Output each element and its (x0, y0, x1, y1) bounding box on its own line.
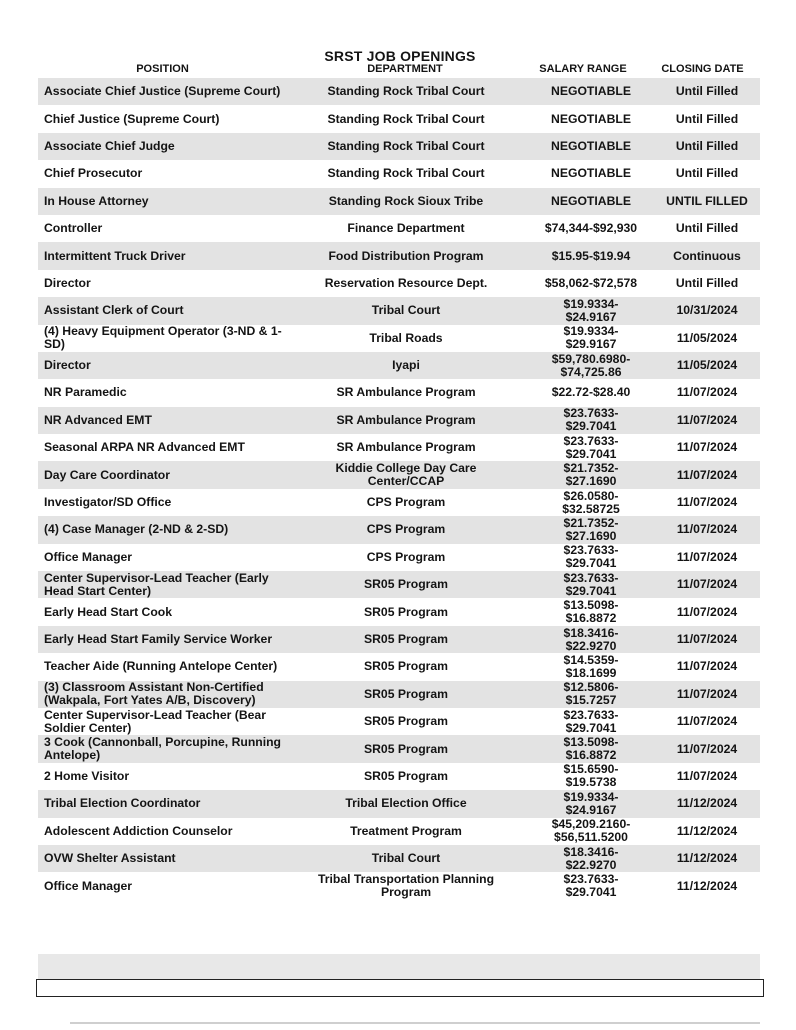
position-cell-text: In House Attorney (44, 193, 149, 208)
table-row (38, 489, 760, 516)
department-cell (300, 516, 512, 543)
position-cell (44, 489, 294, 516)
position-cell-text: Associate Chief Justice (Supreme Court) (44, 84, 281, 99)
closing-date-cell (656, 763, 758, 790)
position-cell-text: Chief Justice (Supreme Court) (44, 111, 220, 126)
department-cell-text: SR05 Program (364, 714, 448, 729)
position-cell (44, 434, 294, 461)
salary-cell-text: $19.9334- $24.9167 (563, 296, 619, 324)
position-cell (44, 845, 294, 872)
closing-date-cell-text: 11/12/2024 (676, 878, 738, 893)
table-row (38, 352, 760, 379)
salary-cell (516, 571, 666, 598)
position-cell (44, 818, 294, 845)
position-cell (44, 352, 294, 379)
position-cell-text: Tribal Election Coordinator (44, 796, 201, 811)
closing-date-cell (656, 407, 758, 434)
salary-cell-text: $19.9334- $29.9167 (563, 324, 619, 352)
table-row (38, 160, 760, 187)
closing-date-cell-text: 11/07/2024 (676, 768, 738, 783)
closing-date-cell-text: 11/07/2024 (676, 385, 738, 400)
salary-cell-text: $13.5098- $16.8872 (563, 598, 619, 626)
department-cell (300, 78, 512, 105)
position-cell (44, 735, 294, 762)
closing-date-cell-text: Until Filled (675, 111, 739, 126)
closing-date-cell (656, 325, 758, 352)
department-cell-text: Iyapi (392, 358, 420, 373)
department-cell (300, 790, 512, 817)
closing-date-cell-text: 11/12/2024 (676, 851, 738, 866)
closing-date-cell (656, 461, 758, 488)
position-cell-text: Director (44, 275, 91, 290)
position-cell-text: OVW Shelter Assistant (44, 851, 176, 866)
department-cell-text: Kiddie College Day Care Center/CCAP (335, 461, 477, 489)
department-cell (300, 242, 512, 269)
department-cell-text: SR05 Program (364, 577, 448, 592)
job-openings-table (38, 78, 760, 900)
closing-date-cell-text: 11/07/2024 (676, 659, 738, 674)
salary-cell-text: $26.0580- $32.58725 (562, 488, 620, 516)
department-cell-text: Standing Rock Tribal Court (327, 166, 485, 181)
closing-date-cell-text: Continuous (673, 248, 741, 263)
department-cell (300, 188, 512, 215)
salary-cell (516, 133, 666, 160)
department-cell-text: SR05 Program (364, 604, 448, 619)
closing-date-cell (656, 489, 758, 516)
position-cell (44, 653, 294, 680)
salary-cell-text: $23.7633- $29.7041 (563, 406, 619, 434)
table-row (38, 434, 760, 461)
table-row (38, 242, 760, 269)
department-cell-text: CPS Program (366, 495, 446, 510)
salary-cell (516, 516, 666, 543)
salary-cell-text: $12.5806- $15.7257 (563, 680, 619, 708)
position-cell (44, 544, 294, 571)
salary-cell-text: $74,344-$92,930 (544, 221, 638, 236)
salary-cell-text: $23.7633- $29.7041 (563, 570, 619, 598)
department-cell (300, 270, 512, 297)
salary-cell (516, 188, 666, 215)
salary-cell-text: $23.7633- $29.7041 (563, 543, 619, 571)
closing-date-cell (656, 215, 758, 242)
closing-date-cell (656, 708, 758, 735)
salary-cell (516, 818, 666, 845)
salary-cell (516, 325, 666, 352)
position-cell (44, 516, 294, 543)
closing-date-cell (656, 188, 758, 215)
salary-cell (516, 544, 666, 571)
closing-date-cell (656, 352, 758, 379)
position-cell-text: NR Advanced EMT (44, 412, 152, 427)
department-cell-text: SR05 Program (364, 768, 448, 783)
closing-date-cell-text: 11/07/2024 (676, 549, 738, 564)
closing-date-cell (656, 78, 758, 105)
department-cell (300, 653, 512, 680)
department-cell (300, 160, 512, 187)
department-cell (300, 708, 512, 735)
department-cell-text: Tribal Court (371, 303, 441, 318)
position-cell-text: Office Manager (44, 878, 133, 893)
department-cell-text: Tribal Court (371, 851, 441, 866)
table-row (38, 407, 760, 434)
position-cell-text: Assistant Clerk of Court (44, 303, 184, 318)
position-cell-text: 3 Cook (Cannonball, Porcupine, Running Antelope) (44, 735, 281, 763)
salary-cell (516, 626, 666, 653)
salary-cell (516, 845, 666, 872)
table-row (38, 818, 760, 845)
salary-cell (516, 434, 666, 461)
salary-cell (516, 379, 666, 406)
department-cell (300, 434, 512, 461)
salary-cell-text: NEGOTIABLE (551, 193, 631, 208)
position-cell-text: Center Supervisor-Lead Teacher (Bear Soldier Center) (44, 707, 266, 735)
position-cell-text: Center Supervisor-Lead Teacher (Early Head Start Center) (44, 570, 269, 598)
table-row (38, 845, 760, 872)
table-row (38, 105, 760, 132)
empty-shaded-row (38, 954, 760, 980)
closing-date-cell (656, 845, 758, 872)
closing-date-cell (656, 516, 758, 543)
salary-cell-text: $19.9334- $24.9167 (563, 789, 619, 817)
position-cell (44, 105, 294, 132)
position-cell (44, 78, 294, 105)
scan-edge-line (70, 1022, 760, 1024)
salary-cell (516, 872, 666, 899)
salary-cell-text: $23.7633- $29.7041 (563, 433, 619, 461)
department-cell-text: Tribal Election Office (345, 796, 467, 811)
department-cell (300, 489, 512, 516)
department-cell (300, 325, 512, 352)
department-cell-text: SR05 Program (364, 741, 448, 756)
department-cell-text: CPS Program (366, 549, 446, 564)
salary-cell (516, 735, 666, 762)
position-cell-text: Associate Chief Judge (44, 138, 175, 153)
department-cell-text: Tribal Transportation Planning Program (317, 872, 495, 900)
department-cell-text: SR05 Program (364, 686, 448, 701)
salary-cell (516, 681, 666, 708)
document-title: SRST JOB OPENINGS (324, 48, 476, 64)
position-cell-text: Chief Prosecutor (44, 166, 143, 181)
salary-cell (516, 598, 666, 625)
salary-cell (516, 105, 666, 132)
department-cell-text: SR Ambulance Program (336, 440, 476, 455)
table-row (38, 133, 760, 160)
table-row (38, 571, 760, 598)
position-cell (44, 325, 294, 352)
department-cell-text: Treatment Program (350, 823, 462, 838)
salary-cell (516, 461, 666, 488)
closing-date-cell (656, 297, 758, 324)
table-row (38, 763, 760, 790)
position-cell (44, 708, 294, 735)
salary-cell (516, 215, 666, 242)
salary-cell-text: $14.5359- $18.1699 (563, 652, 619, 680)
closing-date-cell (656, 818, 758, 845)
position-cell-text: Director (44, 358, 91, 373)
department-cell-text: Tribal Roads (369, 330, 443, 345)
department-cell-text: SR Ambulance Program (336, 385, 476, 400)
table-row (38, 379, 760, 406)
salary-cell (516, 708, 666, 735)
position-cell (44, 188, 294, 215)
salary-cell-text: $13.5098- $16.8872 (563, 735, 619, 763)
department-cell-text: Standing Rock Tribal Court (327, 111, 485, 126)
table-row (38, 188, 760, 215)
closing-date-cell (656, 735, 758, 762)
salary-cell-text: $23.7633- $29.7041 (563, 872, 619, 900)
salary-cell-text: $15.6590- $19.5738 (563, 762, 619, 790)
table-row (38, 681, 760, 708)
department-cell-text: Reservation Resource Dept. (324, 275, 488, 290)
table-row (38, 297, 760, 324)
position-cell (44, 297, 294, 324)
closing-date-cell (656, 379, 758, 406)
closing-date-cell (656, 160, 758, 187)
position-cell-text: Teacher Aide (Running Antelope Center) (44, 659, 278, 674)
closing-date-cell-text: 11/07/2024 (676, 522, 738, 537)
department-cell-text: SR Ambulance Program (336, 412, 476, 427)
department-cell (300, 845, 512, 872)
closing-date-cell-text: 11/07/2024 (676, 632, 738, 646)
table-row (38, 325, 760, 352)
closing-date-cell (656, 626, 758, 653)
position-cell-text: Day Care Coordinator (44, 467, 170, 482)
closing-date-cell (656, 598, 758, 625)
salary-cell-text: $21.7352- $27.1690 (563, 515, 619, 543)
footer-box (36, 979, 764, 997)
closing-date-cell-text: Until Filled (675, 166, 739, 181)
closing-date-cell-text: 11/07/2024 (676, 686, 738, 701)
position-cell (44, 681, 294, 708)
department-cell (300, 735, 512, 762)
closing-date-cell-text: 11/12/2024 (676, 796, 738, 811)
salary-cell-text: NEGOTIABLE (551, 84, 631, 99)
department-cell (300, 379, 512, 406)
closing-date-cell-text: Until Filled (675, 275, 739, 290)
position-cell-text: Early Head Start Family Service Worker (44, 632, 273, 646)
position-cell (44, 598, 294, 625)
table-row (38, 735, 760, 762)
position-cell (44, 133, 294, 160)
position-cell (44, 407, 294, 434)
salary-cell-text: $22.72-$28.40 (551, 385, 631, 400)
closing-date-cell (656, 105, 758, 132)
salary-cell (516, 78, 666, 105)
position-cell (44, 215, 294, 242)
table-row (38, 516, 760, 543)
position-cell-text: (4) Case Manager (2-ND & 2-SD) (44, 522, 229, 537)
department-cell (300, 215, 512, 242)
department-cell (300, 461, 512, 488)
department-cell-text: Finance Department (347, 221, 465, 236)
position-cell-text: 2 Home Visitor (44, 768, 130, 783)
position-cell (44, 763, 294, 790)
header-department: DEPARTMENT (367, 63, 443, 75)
department-cell-text: Standing Rock Tribal Court (327, 138, 485, 153)
header-salary-range: SALARY RANGE (539, 63, 627, 75)
department-cell (300, 297, 512, 324)
salary-cell-text: $59,780.6980- $74,725.86 (551, 351, 631, 379)
closing-date-cell-text: 11/07/2024 (676, 440, 738, 455)
position-cell-text: Controller (44, 221, 103, 236)
position-cell (44, 872, 294, 899)
salary-cell (516, 160, 666, 187)
closing-date-cell-text: Until Filled (675, 138, 739, 153)
closing-date-cell-text: 11/12/2024 (676, 823, 738, 838)
salary-cell (516, 352, 666, 379)
department-cell-text: Standing Rock Sioux Tribe (328, 193, 484, 208)
position-cell (44, 461, 294, 488)
closing-date-cell-text: 11/07/2024 (676, 604, 738, 619)
header-position: POSITION (136, 63, 189, 75)
position-cell-text: Office Manager (44, 549, 133, 564)
closing-date-cell-text: Until Filled (675, 221, 739, 236)
position-cell (44, 270, 294, 297)
closing-date-cell (656, 790, 758, 817)
position-cell (44, 160, 294, 187)
department-cell (300, 626, 512, 653)
closing-date-cell-text: 11/05/2024 (676, 358, 738, 373)
department-cell (300, 571, 512, 598)
position-cell (44, 242, 294, 269)
department-cell-text: Food Distribution Program (328, 248, 484, 263)
department-cell-text: CPS Program (366, 522, 446, 537)
position-cell (44, 379, 294, 406)
position-cell (44, 626, 294, 653)
closing-date-cell-text: Until Filled (675, 84, 739, 99)
position-cell-text: Seasonal ARPA NR Advanced EMT (44, 440, 245, 455)
salary-cell-text: $18.3416- $22.9270 (563, 625, 619, 653)
position-cell (44, 790, 294, 817)
closing-date-cell-text: 10/31/2024 (676, 303, 738, 318)
salary-cell-text: $58,062-$72,578 (544, 275, 638, 290)
salary-cell (516, 763, 666, 790)
closing-date-cell (656, 434, 758, 461)
salary-cell-text: NEGOTIABLE (551, 166, 631, 181)
position-cell-text: (4) Heavy Equipment Operator (3-ND & 1-SD) (44, 324, 282, 352)
table-row (38, 872, 760, 899)
closing-date-cell-text: UNTIL FILLED (666, 193, 748, 208)
salary-cell-text: $45,209.2160- $56,511.5200 (551, 817, 631, 845)
salary-cell-text: NEGOTIABLE (551, 138, 631, 153)
closing-date-cell-text: 11/05/2024 (676, 330, 738, 345)
table-row (38, 215, 760, 242)
table-row (38, 653, 760, 680)
table-row (38, 708, 760, 735)
salary-cell (516, 270, 666, 297)
table-row (38, 790, 760, 817)
department-cell (300, 872, 512, 899)
closing-date-cell (656, 544, 758, 571)
closing-date-cell (656, 133, 758, 160)
department-cell-text: Standing Rock Tribal Court (327, 84, 485, 99)
salary-cell-text: $15.95-$19.94 (551, 248, 631, 263)
closing-date-cell (656, 872, 758, 899)
department-cell (300, 407, 512, 434)
salary-cell-text: NEGOTIABLE (551, 111, 631, 126)
department-cell (300, 133, 512, 160)
closing-date-cell-text: 11/07/2024 (676, 577, 738, 592)
table-row (38, 544, 760, 571)
position-cell-text: Adolescent Addiction Counselor (44, 823, 233, 838)
department-cell-text: SR05 Program (364, 659, 448, 674)
closing-date-cell (656, 653, 758, 680)
department-cell (300, 681, 512, 708)
position-cell-text: Investigator/SD Office (44, 495, 172, 510)
salary-cell-text: $18.3416- $22.9270 (563, 844, 619, 872)
department-cell-text: SR05 Program (364, 632, 448, 646)
salary-cell (516, 489, 666, 516)
salary-cell (516, 653, 666, 680)
department-cell (300, 105, 512, 132)
department-cell (300, 544, 512, 571)
department-cell (300, 352, 512, 379)
table-row (38, 626, 760, 653)
closing-date-cell-text: 11/07/2024 (676, 467, 738, 482)
table-row (38, 598, 760, 625)
salary-cell (516, 242, 666, 269)
position-cell (44, 571, 294, 598)
salary-cell (516, 297, 666, 324)
header-closing-date: CLOSING DATE (661, 63, 744, 75)
salary-cell (516, 790, 666, 817)
closing-date-cell (656, 242, 758, 269)
closing-date-cell (656, 270, 758, 297)
position-cell-text: NR Paramedic (44, 385, 127, 400)
closing-date-cell-text: 11/07/2024 (676, 412, 738, 427)
department-cell (300, 763, 512, 790)
closing-date-cell-text: 11/07/2024 (676, 714, 738, 729)
closing-date-cell-text: 11/07/2024 (676, 741, 738, 756)
salary-cell (516, 407, 666, 434)
salary-cell-text: $23.7633- $29.7041 (563, 707, 619, 735)
position-cell-text: Intermittent Truck Driver (44, 248, 186, 263)
closing-date-cell (656, 681, 758, 708)
closing-date-cell-text: 11/07/2024 (676, 495, 738, 510)
salary-cell-text: $21.7352- $27.1690 (563, 461, 619, 489)
table-row (38, 461, 760, 488)
closing-date-cell (656, 571, 758, 598)
position-cell-text: Early Head Start Cook (44, 604, 173, 619)
department-cell (300, 598, 512, 625)
position-cell-text: (3) Classroom Assistant Non-Certified (Wakpala, Fort Yates A/B, Discovery) (44, 680, 264, 708)
department-cell (300, 818, 512, 845)
table-row (38, 270, 760, 297)
table-row (38, 78, 760, 105)
